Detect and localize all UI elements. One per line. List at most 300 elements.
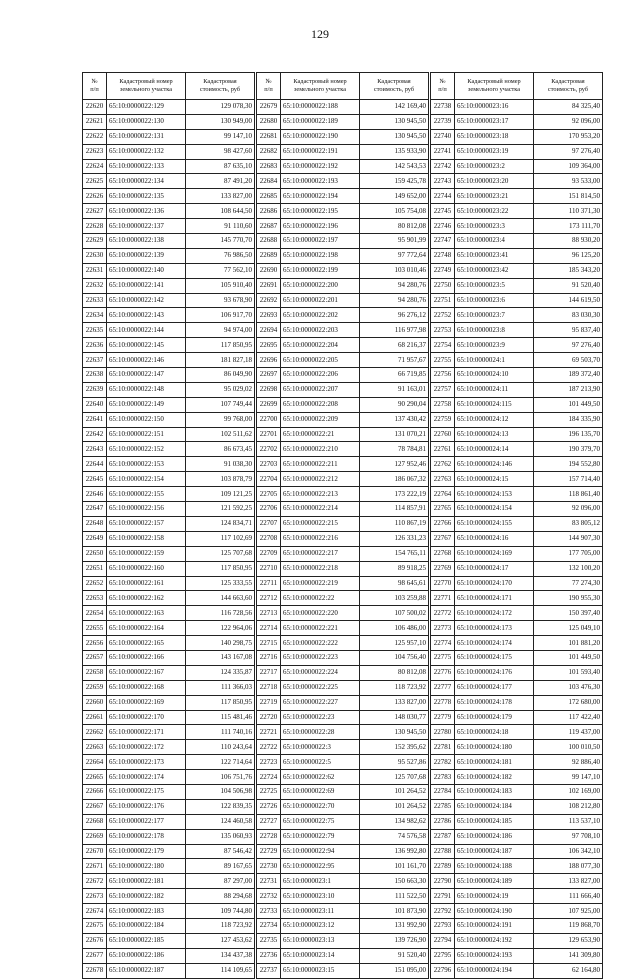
header-row	[431, 73, 603, 100]
row-number-cell: 22759	[431, 412, 455, 427]
cadastral-value-cell: 148 030,77	[360, 710, 429, 725]
table-row	[431, 248, 603, 263]
row-number-cell: 22643	[83, 442, 107, 457]
row-number-cell: 22751	[431, 293, 455, 308]
cadastral-number-cell: 65:10:0000022:192	[281, 159, 360, 174]
table-row	[257, 412, 429, 427]
cadastral-number-cell: 65:10:0000022:129	[107, 100, 186, 115]
cadastral-number-cell: 65:10:0000022:210	[281, 442, 360, 457]
row-number-cell: 22790	[431, 874, 455, 889]
cadastral-number-cell: 65:10:0000023:16	[455, 100, 534, 115]
cadastral-number-cell: 65:10:0000022:173	[107, 755, 186, 770]
cadastral-value-cell: 101 264,52	[360, 799, 429, 814]
row-number-cell: 22762	[431, 457, 455, 472]
cadastral-number-cell: 65:10:0000022:180	[107, 859, 186, 874]
row-number-cell: 22660	[83, 695, 107, 710]
table-row	[83, 204, 255, 219]
cadastral-value-cell: 80 812,08	[360, 665, 429, 680]
cadastral-value-cell: 185 343,20	[534, 263, 603, 278]
cadastral-value-cell: 87 635,10	[186, 159, 255, 174]
column-header-number-text: №	[439, 78, 446, 86]
table-row	[431, 338, 603, 353]
row-number-cell: 22671	[83, 859, 107, 874]
cadastral-number-cell: 65:10:0000022:201	[281, 293, 360, 308]
cadastral-number-cell: 65:10:0000023:8	[455, 323, 534, 338]
cadastral-number-cell: 65:10:0000023:15	[281, 963, 360, 978]
cadastral-value-cell: 152 395,62	[360, 740, 429, 755]
cadastral-number-cell: 65:10:0000024:12	[455, 412, 534, 427]
cadastral-value-cell: 137 430,42	[360, 412, 429, 427]
column-header-cadastral-number	[281, 73, 360, 100]
table-row	[257, 740, 429, 755]
table-row	[431, 308, 603, 323]
cadastral-value-cell: 93 533,00	[534, 174, 603, 189]
cadastral-number-cell: 65:10:0000024:154	[455, 502, 534, 517]
row-number-cell: 22636	[83, 338, 107, 353]
cadastral-number-cell: 65:10:0000024:172	[455, 606, 534, 621]
cadastral-number-cell: 65:10:0000022:213	[281, 487, 360, 502]
cadastral-number-cell: 65:10:0000022:204	[281, 338, 360, 353]
row-number-cell: 22653	[83, 591, 107, 606]
cadastral-value-cell: 117 850,95	[186, 561, 255, 576]
table-row	[257, 114, 429, 129]
column-header-cadastral-number-text: земельного участка	[293, 86, 347, 93]
cadastral-number-cell: 65:10:0000022:190	[281, 129, 360, 144]
row-number-cell: 22695	[257, 338, 281, 353]
cadastral-number-cell: 65:10:0000022:142	[107, 293, 186, 308]
cadastral-value-cell: 88 930,20	[534, 234, 603, 249]
row-number-cell: 22721	[257, 725, 281, 740]
table-row	[257, 918, 429, 933]
cadastral-number-cell: 65:10:0000022:222	[281, 636, 360, 651]
row-number-cell: 22687	[257, 219, 281, 234]
cadastral-number-cell: 65:10:0000022:194	[281, 189, 360, 204]
row-number-cell: 22652	[83, 576, 107, 591]
row-number-cell: 22739	[431, 114, 455, 129]
table-row	[257, 948, 429, 963]
row-number-cell: 22778	[431, 695, 455, 710]
table-row	[83, 397, 255, 412]
cadastral-number-cell: 65:10:0000024:1	[455, 353, 534, 368]
cadastral-number-cell: 65:10:0000022:178	[107, 829, 186, 844]
cadastral-number-cell: 65:10:0000023:7	[455, 308, 534, 323]
row-number-cell: 22672	[83, 874, 107, 889]
cadastral-number-cell: 65:10:0000022:143	[107, 308, 186, 323]
cadastral-value-cell: 122 839,35	[186, 799, 255, 814]
table-row	[257, 621, 429, 636]
row-number-cell: 22781	[431, 740, 455, 755]
cadastral-value-cell: 140 298,75	[186, 636, 255, 651]
row-number-cell: 22736	[257, 948, 281, 963]
cadastral-value-cell: 89 918,25	[360, 561, 429, 576]
cadastral-number-cell: 65:10:0000022:196	[281, 219, 360, 234]
cadastral-number-cell: 65:10:0000022:167	[107, 665, 186, 680]
row-number-cell: 22782	[431, 755, 455, 770]
table-row	[83, 338, 255, 353]
cadastral-value-cell: 117 850,95	[186, 695, 255, 710]
cadastral-number-cell: 65:10:0000023:12	[281, 918, 360, 933]
cadastral-number-cell: 65:10:0000022:221	[281, 621, 360, 636]
row-number-cell: 22749	[431, 263, 455, 278]
table-row	[257, 487, 429, 502]
cadastral-number-cell: 65:10:0000024:181	[455, 755, 534, 770]
table-row	[257, 516, 429, 531]
cadastral-value-cell: 122 964,06	[186, 621, 255, 636]
table-row	[257, 457, 429, 472]
cadastral-number-cell: 65:10:0000022:151	[107, 427, 186, 442]
cadastral-number-cell: 65:10:0000022:62	[281, 770, 360, 785]
row-number-cell: 22641	[83, 412, 107, 427]
cadastral-number-cell: 65:10:0000022:130	[107, 114, 186, 129]
cadastral-number-cell: 65:10:0000022:160	[107, 561, 186, 576]
cadastral-number-cell: 65:10:0000024:153	[455, 487, 534, 502]
table-row	[431, 100, 603, 115]
row-number-cell: 22734	[257, 918, 281, 933]
cadastral-value-cell: 130 945,50	[360, 725, 429, 740]
cadastral-value-cell: 122 714,64	[186, 755, 255, 770]
column-header-cadastral-value-text: стоимость, руб	[373, 86, 415, 93]
cadastral-number-cell: 65:10:0000024:189	[455, 874, 534, 889]
table-row	[83, 487, 255, 502]
row-number-cell: 22666	[83, 784, 107, 799]
column-header-number-text: п/п	[264, 86, 273, 93]
cadastral-value-cell: 144 907,30	[534, 531, 603, 546]
row-number-cell: 22703	[257, 457, 281, 472]
cadastral-value-cell: 94 974,00	[186, 323, 255, 338]
table-row	[83, 144, 255, 159]
cadastral-value-cell: 150 397,40	[534, 606, 603, 621]
cadastral-number-cell: 65:10:0000024:173	[455, 621, 534, 636]
cadastral-number-cell: 65:10:0000022:95	[281, 859, 360, 874]
table-row	[83, 770, 255, 785]
cadastral-table-3	[430, 72, 603, 979]
cadastral-value-cell: 80 812,08	[360, 219, 429, 234]
cadastral-value-cell: 78 784,81	[360, 442, 429, 457]
cadastral-number-cell: 65:10:0000022:153	[107, 457, 186, 472]
cadastral-value-cell: 97 772,64	[360, 248, 429, 263]
cadastral-value-cell: 111 366,03	[186, 680, 255, 695]
row-number-cell: 22688	[257, 234, 281, 249]
table-row	[257, 665, 429, 680]
row-number-cell: 22655	[83, 621, 107, 636]
cadastral-number-cell: 65:10:0000022:79	[281, 829, 360, 844]
cadastral-number-cell: 65:10:0000024:194	[455, 963, 534, 978]
cadastral-number-cell: 65:10:0000022:193	[281, 174, 360, 189]
row-number-cell: 22698	[257, 382, 281, 397]
table-row	[431, 814, 603, 829]
row-number-cell: 22702	[257, 442, 281, 457]
cadastral-number-cell: 65:10:0000024:180	[455, 740, 534, 755]
table-row	[431, 531, 603, 546]
table-row	[257, 904, 429, 919]
table-row	[257, 502, 429, 517]
row-number-cell: 22639	[83, 382, 107, 397]
row-number-cell: 22692	[257, 293, 281, 308]
cadastral-value-cell: 99 768,00	[186, 412, 255, 427]
row-number-cell: 22750	[431, 278, 455, 293]
cadastral-number-cell: 65:10:0000022:144	[107, 323, 186, 338]
cadastral-number-cell: 65:10:0000023:3	[455, 219, 534, 234]
cadastral-value-cell: 106 486,00	[360, 621, 429, 636]
row-number-cell: 22761	[431, 442, 455, 457]
cadastral-value-cell: 130 949,00	[186, 114, 255, 129]
row-number-cell: 22792	[431, 904, 455, 919]
table-row	[83, 650, 255, 665]
cadastral-value-cell: 87 546,42	[186, 844, 255, 859]
row-number-cell: 22650	[83, 546, 107, 561]
cadastral-number-cell: 65:10:0000022:200	[281, 278, 360, 293]
row-number-cell: 22785	[431, 799, 455, 814]
cadastral-number-cell: 65:10:0000024:177	[455, 680, 534, 695]
row-number-cell: 22627	[83, 204, 107, 219]
cadastral-value-cell: 145 770,70	[186, 234, 255, 249]
table-row	[83, 799, 255, 814]
table-row	[431, 263, 603, 278]
row-number-cell: 22767	[431, 531, 455, 546]
cadastral-number-cell: 65:10:0000022:195	[281, 204, 360, 219]
table-row	[257, 263, 429, 278]
table-row	[83, 248, 255, 263]
row-number-cell: 22713	[257, 606, 281, 621]
row-number-cell: 22770	[431, 576, 455, 591]
cadastral-number-cell: 65:10:0000024:184	[455, 799, 534, 814]
table-row	[431, 234, 603, 249]
cadastral-value-cell: 102 169,00	[534, 784, 603, 799]
cadastral-value-cell: 84 325,40	[534, 100, 603, 115]
cadastral-number-cell: 65:10:0000024:15	[455, 472, 534, 487]
row-number-cell: 22719	[257, 695, 281, 710]
table-row	[431, 114, 603, 129]
cadastral-value-cell: 96 125,20	[534, 248, 603, 263]
cadastral-number-cell: 65:10:0000022:216	[281, 531, 360, 546]
row-number-cell: 22777	[431, 680, 455, 695]
row-number-cell: 22630	[83, 248, 107, 263]
cadastral-value-cell: 119 437,00	[534, 725, 603, 740]
cadastral-value-cell: 110 867,19	[360, 516, 429, 531]
row-number-cell: 22649	[83, 531, 107, 546]
cadastral-number-cell: 65:10:0000022:227	[281, 695, 360, 710]
cadastral-number-cell: 65:10:0000022:206	[281, 368, 360, 383]
cadastral-value-cell: 99 147,10	[534, 770, 603, 785]
row-number-cell: 22725	[257, 784, 281, 799]
cadastral-number-cell: 65:10:0000022:146	[107, 353, 186, 368]
table-row	[431, 933, 603, 948]
table-row	[431, 516, 603, 531]
column-header-cadastral-value-text: Кадастровая	[203, 78, 237, 86]
cadastral-number-cell: 65:10:0000022:158	[107, 531, 186, 546]
table-row	[83, 874, 255, 889]
table-row	[257, 546, 429, 561]
cadastral-value-cell: 97 708,10	[534, 829, 603, 844]
table-row	[83, 665, 255, 680]
table-row	[431, 427, 603, 442]
row-number-cell: 22745	[431, 204, 455, 219]
cadastral-number-cell: 65:10:0000022:177	[107, 814, 186, 829]
cadastral-value-cell: 102 511,62	[186, 427, 255, 442]
cadastral-number-cell: 65:10:0000022:169	[107, 695, 186, 710]
row-number-cell: 22670	[83, 844, 107, 859]
cadastral-number-cell: 65:10:0000022:191	[281, 144, 360, 159]
cadastral-number-cell: 65:10:0000023:2	[455, 159, 534, 174]
table-row	[431, 189, 603, 204]
table-row	[257, 100, 429, 115]
cadastral-value-cell: 106 917,70	[186, 308, 255, 323]
cadastral-number-cell: 65:10:0000022:174	[107, 770, 186, 785]
cadastral-value-cell: 98 645,61	[360, 576, 429, 591]
cadastral-number-cell: 65:10:0000022:175	[107, 784, 186, 799]
table-row	[257, 293, 429, 308]
row-number-cell: 22711	[257, 576, 281, 591]
table-row	[257, 636, 429, 651]
cadastral-value-cell: 86 049,90	[186, 368, 255, 383]
table-row	[83, 784, 255, 799]
table-row	[431, 948, 603, 963]
cadastral-number-cell: 65:10:0000022:166	[107, 650, 186, 665]
cadastral-number-cell: 65:10:0000022:205	[281, 353, 360, 368]
cadastral-value-cell: 109 121,25	[186, 487, 255, 502]
row-number-cell: 22661	[83, 710, 107, 725]
cadastral-value-cell: 94 280,76	[360, 278, 429, 293]
cadastral-value-cell: 66 719,85	[360, 368, 429, 383]
cadastral-number-cell: 65:10:0000022:148	[107, 382, 186, 397]
cadastral-number-cell: 65:10:0000024:146	[455, 457, 534, 472]
table-row	[257, 963, 429, 978]
cadastral-number-cell: 65:10:0000022:219	[281, 576, 360, 591]
table-row	[83, 219, 255, 234]
row-number-cell: 22659	[83, 680, 107, 695]
table-row	[431, 546, 603, 561]
cadastral-value-cell: 134 982,62	[360, 814, 429, 829]
column-header-number-text: №	[265, 78, 272, 86]
cadastral-value-cell: 110 371,30	[534, 204, 603, 219]
cadastral-value-cell: 173 222,19	[360, 487, 429, 502]
table-row	[257, 397, 429, 412]
row-number-cell: 22766	[431, 516, 455, 531]
table-row	[83, 308, 255, 323]
cadastral-value-cell: 130 945,50	[360, 129, 429, 144]
cadastral-value-cell: 94 280,76	[360, 293, 429, 308]
cadastral-value-cell: 131 992,90	[360, 918, 429, 933]
cadastral-number-cell: 65:10:0000022:149	[107, 397, 186, 412]
cadastral-value-cell: 188 077,30	[534, 859, 603, 874]
cadastral-number-cell: 65:10:0000023:17	[455, 114, 534, 129]
table-row	[83, 606, 255, 621]
table-row	[257, 784, 429, 799]
cadastral-value-cell: 87 491,20	[186, 174, 255, 189]
table-row	[83, 114, 255, 129]
table-row	[431, 323, 603, 338]
row-number-cell: 22678	[83, 963, 107, 978]
cadastral-value-cell: 133 827,00	[186, 189, 255, 204]
table-row	[431, 174, 603, 189]
column-header-number-text: п/п	[90, 86, 99, 93]
cadastral-value-cell: 76 986,50	[186, 248, 255, 263]
cadastral-number-cell: 65:10:0000022:136	[107, 204, 186, 219]
cadastral-number-cell: 65:10:0000022:152	[107, 442, 186, 457]
table-row	[431, 397, 603, 412]
cadastral-number-cell: 65:10:0000024:155	[455, 516, 534, 531]
table-row	[83, 576, 255, 591]
table-row	[83, 263, 255, 278]
row-number-cell: 22696	[257, 353, 281, 368]
cadastral-number-cell: 65:10:0000022:157	[107, 516, 186, 531]
row-number-cell: 22680	[257, 114, 281, 129]
cadastral-value-cell: 106 342,10	[534, 844, 603, 859]
cadastral-number-cell: 65:10:0000022:163	[107, 606, 186, 621]
table-row	[83, 159, 255, 174]
cadastral-value-cell: 93 678,90	[186, 293, 255, 308]
cadastral-number-cell: 65:10:0000023:41	[455, 248, 534, 263]
table-row	[257, 933, 429, 948]
cadastral-number-cell: 65:10:0000022:199	[281, 263, 360, 278]
row-number-cell: 22625	[83, 174, 107, 189]
table-row	[257, 353, 429, 368]
cadastral-number-cell: 65:10:0000024:174	[455, 636, 534, 651]
table-row	[431, 204, 603, 219]
table-row	[257, 174, 429, 189]
cadastral-number-cell: 65:10:0000022:131	[107, 129, 186, 144]
row-number-cell: 22646	[83, 487, 107, 502]
table-row	[431, 859, 603, 874]
cadastral-number-cell: 65:10:0000024:14	[455, 442, 534, 457]
cadastral-value-cell: 125 957,10	[360, 636, 429, 651]
table-row	[257, 680, 429, 695]
table-row	[431, 576, 603, 591]
table-row	[257, 874, 429, 889]
cadastral-value-cell: 87 297,00	[186, 874, 255, 889]
cadastral-number-cell: 65:10:0000023:1	[281, 874, 360, 889]
table-row	[257, 382, 429, 397]
cadastral-number-cell: 65:10:0000022:202	[281, 308, 360, 323]
cadastral-value-cell: 105 910,40	[186, 278, 255, 293]
table-row	[431, 710, 603, 725]
header-row	[83, 73, 255, 100]
table-row	[431, 129, 603, 144]
cadastral-number-cell: 65:10:0000022:184	[107, 918, 186, 933]
cadastral-value-cell: 115 481,46	[186, 710, 255, 725]
cadastral-value-cell: 111 522,50	[360, 889, 429, 904]
cadastral-table-2	[256, 72, 429, 979]
table-row	[83, 368, 255, 383]
cadastral-value-cell: 118 861,40	[534, 487, 603, 502]
table-row	[431, 293, 603, 308]
cadastral-number-cell: 65:10:0000022:224	[281, 665, 360, 680]
cadastral-value-cell: 114 857,91	[360, 502, 429, 517]
table-row	[83, 904, 255, 919]
row-number-cell: 22723	[257, 755, 281, 770]
cadastral-number-cell: 65:10:0000022:133	[107, 159, 186, 174]
cadastral-value-cell: 132 100,20	[534, 561, 603, 576]
cadastral-value-cell: 135 933,90	[360, 144, 429, 159]
cadastral-number-cell: 65:10:0000023:4	[455, 234, 534, 249]
table-row	[431, 487, 603, 502]
table-row	[83, 531, 255, 546]
table-row	[431, 650, 603, 665]
table-row	[83, 948, 255, 963]
table-row	[431, 412, 603, 427]
row-number-cell: 22637	[83, 353, 107, 368]
row-number-cell: 22647	[83, 502, 107, 517]
cadastral-value-cell: 91 520,40	[534, 278, 603, 293]
row-number-cell: 22769	[431, 561, 455, 576]
cadastral-value-cell: 172 680,00	[534, 695, 603, 710]
cadastral-value-cell: 68 216,37	[360, 338, 429, 353]
row-number-cell: 22663	[83, 740, 107, 755]
row-number-cell: 22768	[431, 546, 455, 561]
cadastral-value-cell: 151 095,00	[360, 963, 429, 978]
cadastral-number-cell: 65:10:0000022:156	[107, 502, 186, 517]
cadastral-value-cell: 186 067,32	[360, 472, 429, 487]
